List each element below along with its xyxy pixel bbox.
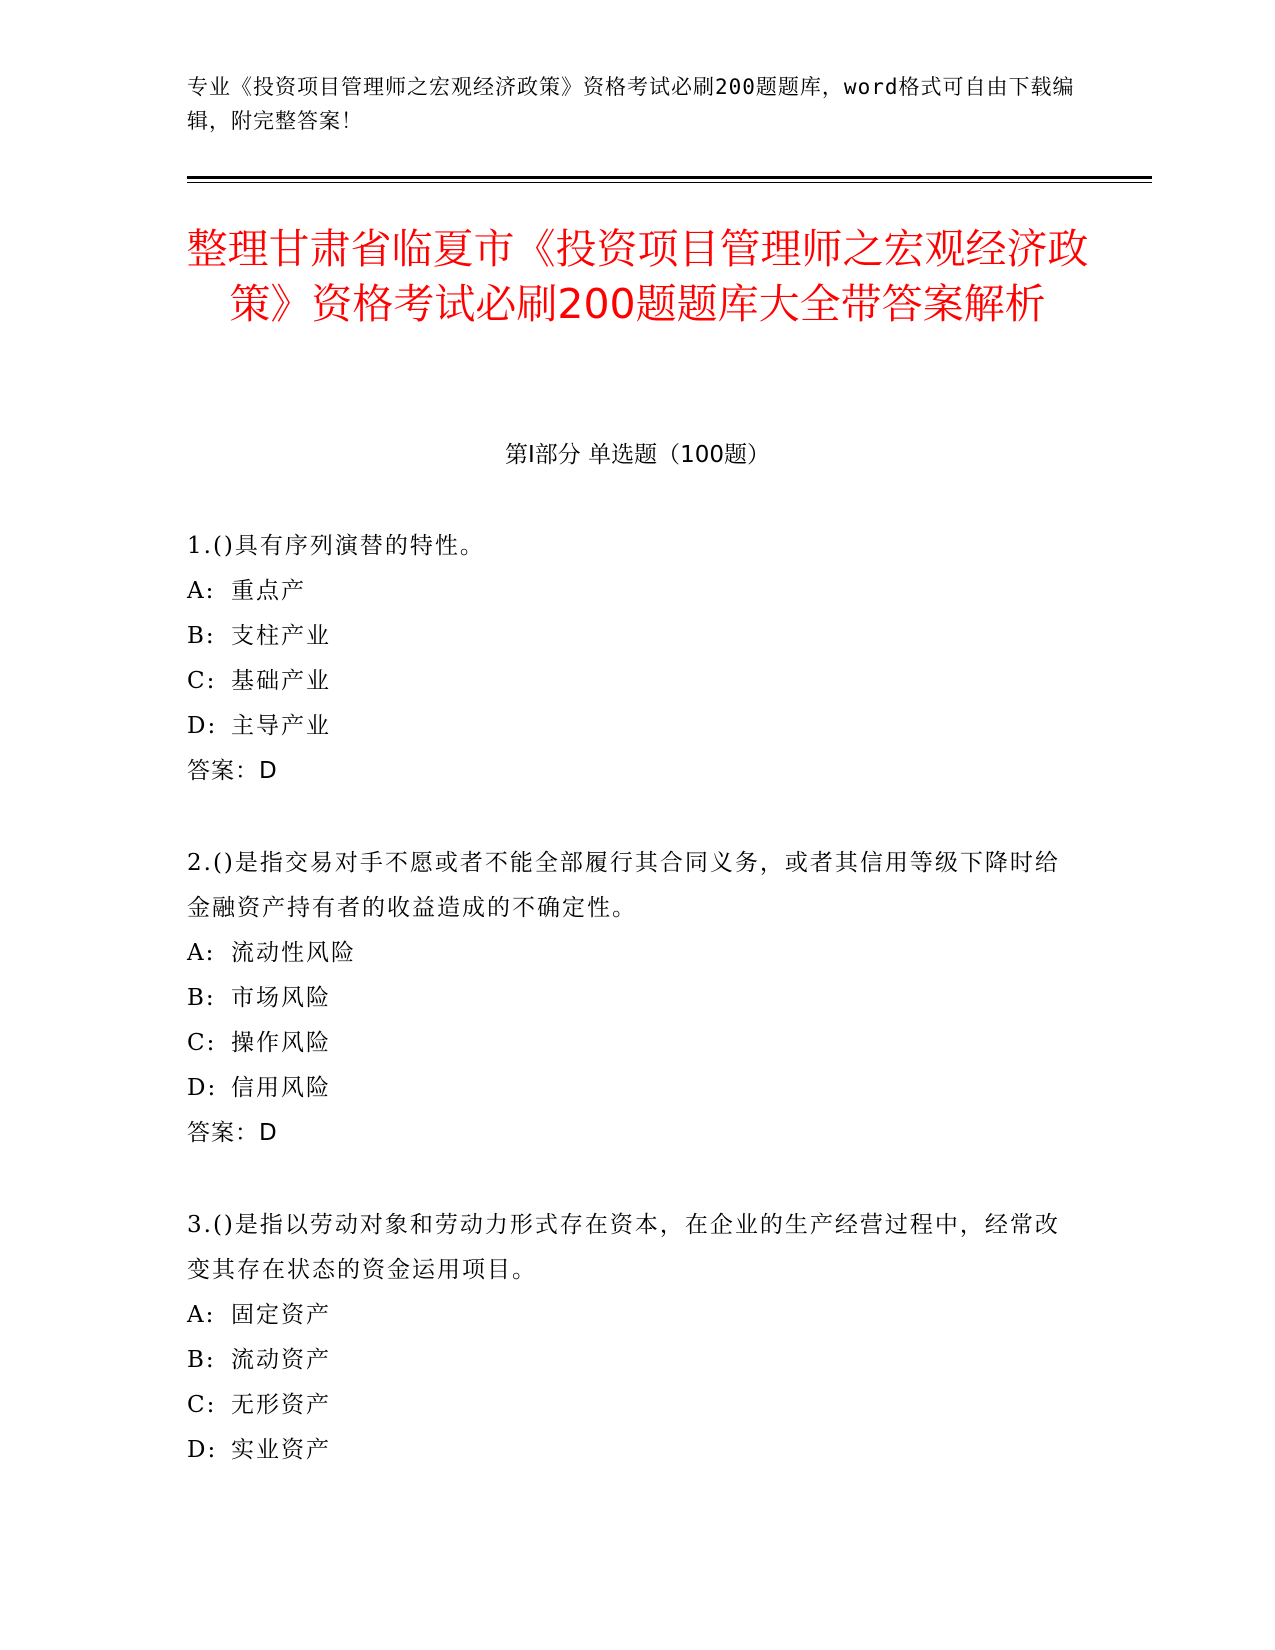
option-text: 操作风险 [231,1030,331,1056]
option-a [187,1293,1067,1338]
option-label: C: [187,668,217,694]
question-stem: 3.()是指以劳动对象和劳动力形式存在资本，在企业的生产经营过程中，经常改变其存在状态的资金运用项目。 [187,1212,1060,1283]
option-text: 重点产 [231,578,306,604]
option-label: B: [187,1347,216,1373]
option-text: 实业资产 [231,1437,331,1463]
document-title: 整理甘肃省临夏市《投资项目管理师之宏观经济政策》资格考试必刷200题题库大全带答案解析 [186,225,1089,328]
option-label: D: [187,713,218,739]
section-heading: 第I部分 单选题（100题） [505,442,770,468]
option-label: C: [187,1392,217,1418]
option-text: 支柱产业 [231,623,331,649]
option-d [187,1066,1067,1111]
question-stem: 2.()是指交易对手不愿或者不能全部履行其合同义务，或者其信用等级下降时给金融资产持有者的收益造成的不确定性。 [187,850,1060,921]
option-text: 流动资产 [231,1347,331,1373]
option-label: A: [187,578,216,604]
option-label: B: [187,985,216,1011]
option-c [187,1021,1067,1066]
option-b [187,1338,1067,1383]
option-label: D: [187,1437,218,1463]
question-3 [187,1203,1067,1473]
answer-value: D [259,1120,278,1146]
option-label: A: [187,1302,216,1328]
option-label: D: [187,1075,218,1101]
answer-line [187,1111,1067,1156]
option-label: A: [187,940,216,966]
option-text: 基础产业 [231,668,331,694]
header-divider-thick [187,176,1152,179]
option-label: B: [187,623,216,649]
option-c [187,1383,1067,1428]
question-1 [187,524,1067,794]
option-text: 市场风险 [231,985,331,1011]
answer-line [187,749,1067,794]
option-label: C: [187,1030,217,1056]
option-text: 信用风险 [231,1075,331,1101]
question-stem: 1.()具有序列演替的特性。 [187,533,485,559]
option-b [187,614,1067,659]
header-note: 专业《投资项目管理师之宏观经济政策》资格考试必刷200题题库，word格式可自由下载编辑，附完整答案！ [187,75,1075,133]
option-d [187,704,1067,749]
option-b [187,976,1067,1021]
option-text: 无形资产 [231,1392,331,1418]
option-text: 流动性风险 [231,940,356,966]
option-a [187,931,1067,976]
header-divider-thin [187,182,1152,183]
option-text: 主导产业 [231,713,331,739]
answer-label: 答案： [187,758,259,784]
question-2 [187,841,1067,1156]
option-c [187,659,1067,704]
option-text: 固定资产 [231,1302,331,1328]
answer-label: 答案： [187,1120,259,1146]
option-d [187,1428,1067,1473]
option-a [187,569,1067,614]
answer-value: D [259,758,278,784]
